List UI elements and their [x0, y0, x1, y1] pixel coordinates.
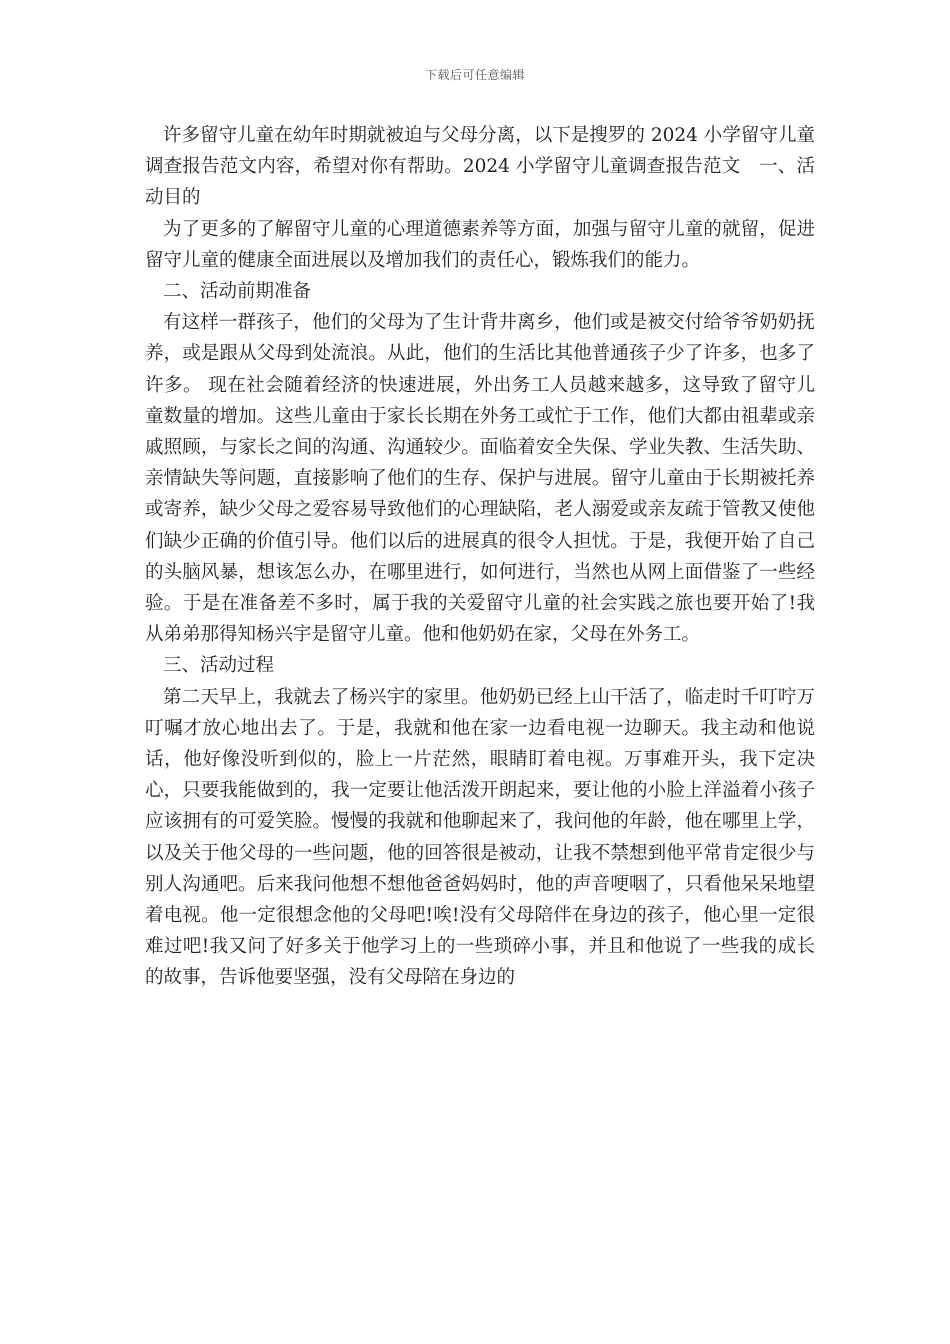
process-paragraph: 第二天早上，我就去了杨兴宇的家里。他奶奶已经上山干活了，临走时千叮咛万叮嘱才放心地出去了。于是，我就和他在家一边看电视一边聊天。我主动和他说话，他好像没听到似的，脸上一片茫然，眼睛盯着电视。万事难开头，我下定决心，只要我能做到的，我一定要让他活泼开朗起来，要让他的小脸上洋溢着小孩子应该拥有的可爱笑脸。慢慢的我就和他聊起来了，我问他的年龄，他在哪里上学，以及关于他父母的一些问题，他的回答很是被动，让我不禁想到他平常肯定很少与别人沟通吧。后来我问他想不想他爸爸妈妈时，他的声音哽咽了，只看他呆呆地望着电视。他一定很想念他的父母吧!唉!没有父母陪伴在身边的孩子，他心里一定很难过吧!我又问了好多关于他学习上的一些琐碎小事，并且和他说了一些我的成长的故事，告诉他要坚强，没有父母陪在身边的 [145, 686, 816, 989]
purpose-paragraph: 为了更多的了解留守儿童的心理道德素养等方面，加强与留守儿童的就留，促进留守儿童的健康全面进展以及增加我们的责任心，锻炼我们的能力。 [145, 218, 815, 271]
intro-paragraph: 许多留守儿童在幼年时期就被迫与父母分离，以下是搜罗的 2024 小学留守儿童调查报告范文内容，希望对你有帮助。2024 小学留守儿童调查报告范文 一、活动目的 [145, 125, 815, 209]
preparation-paragraph: 有这样一群孩子，他们的父母为了生计背井离乡，他们或是被交付给爷爷奶奶抚养，或是跟从父母到处流浪。从此，他们的生活比其他普通孩子少了许多，也多了许多。 现在社会随着经济的快速进展，外出务工人员越来越多，这导致了留守儿童数量的增加。这些儿童由于家长长期在外务工或忙于工作，他们大都由祖辈或亲戚照顾，与家长之间的沟通、沟通较少。面临着安全失保、学业失教、生活失助、亲情缺失等问题，直接影响了他们的生存、保护与进展。留守儿童由于长期被托养或寄养，缺少父母之爱容易导致他们的心理缺陷，老人溺爱或亲友疏于管教又使他们缺少正确的价值引导。他们以后的进展真的很令人担忧。于是，我便开始了自己的头脑风暴，想该怎么办，在哪里进行，如何进行，当然也从网上面借鉴了一些经验。于是在准备差不多时，属于我的关爱留守儿童的社会实践之旅也要开始了!我从弟弟那得知杨兴宇是留守儿童。他和他奶奶在家，父母在外务工。 [145, 312, 815, 646]
document-body [145, 120, 815, 994]
section-heading-process: 三、活动过程 [163, 655, 275, 677]
page-header: 下载后可任意编辑 [424, 68, 525, 82]
section-heading-preparation: 二、活动前期准备 [163, 281, 312, 303]
